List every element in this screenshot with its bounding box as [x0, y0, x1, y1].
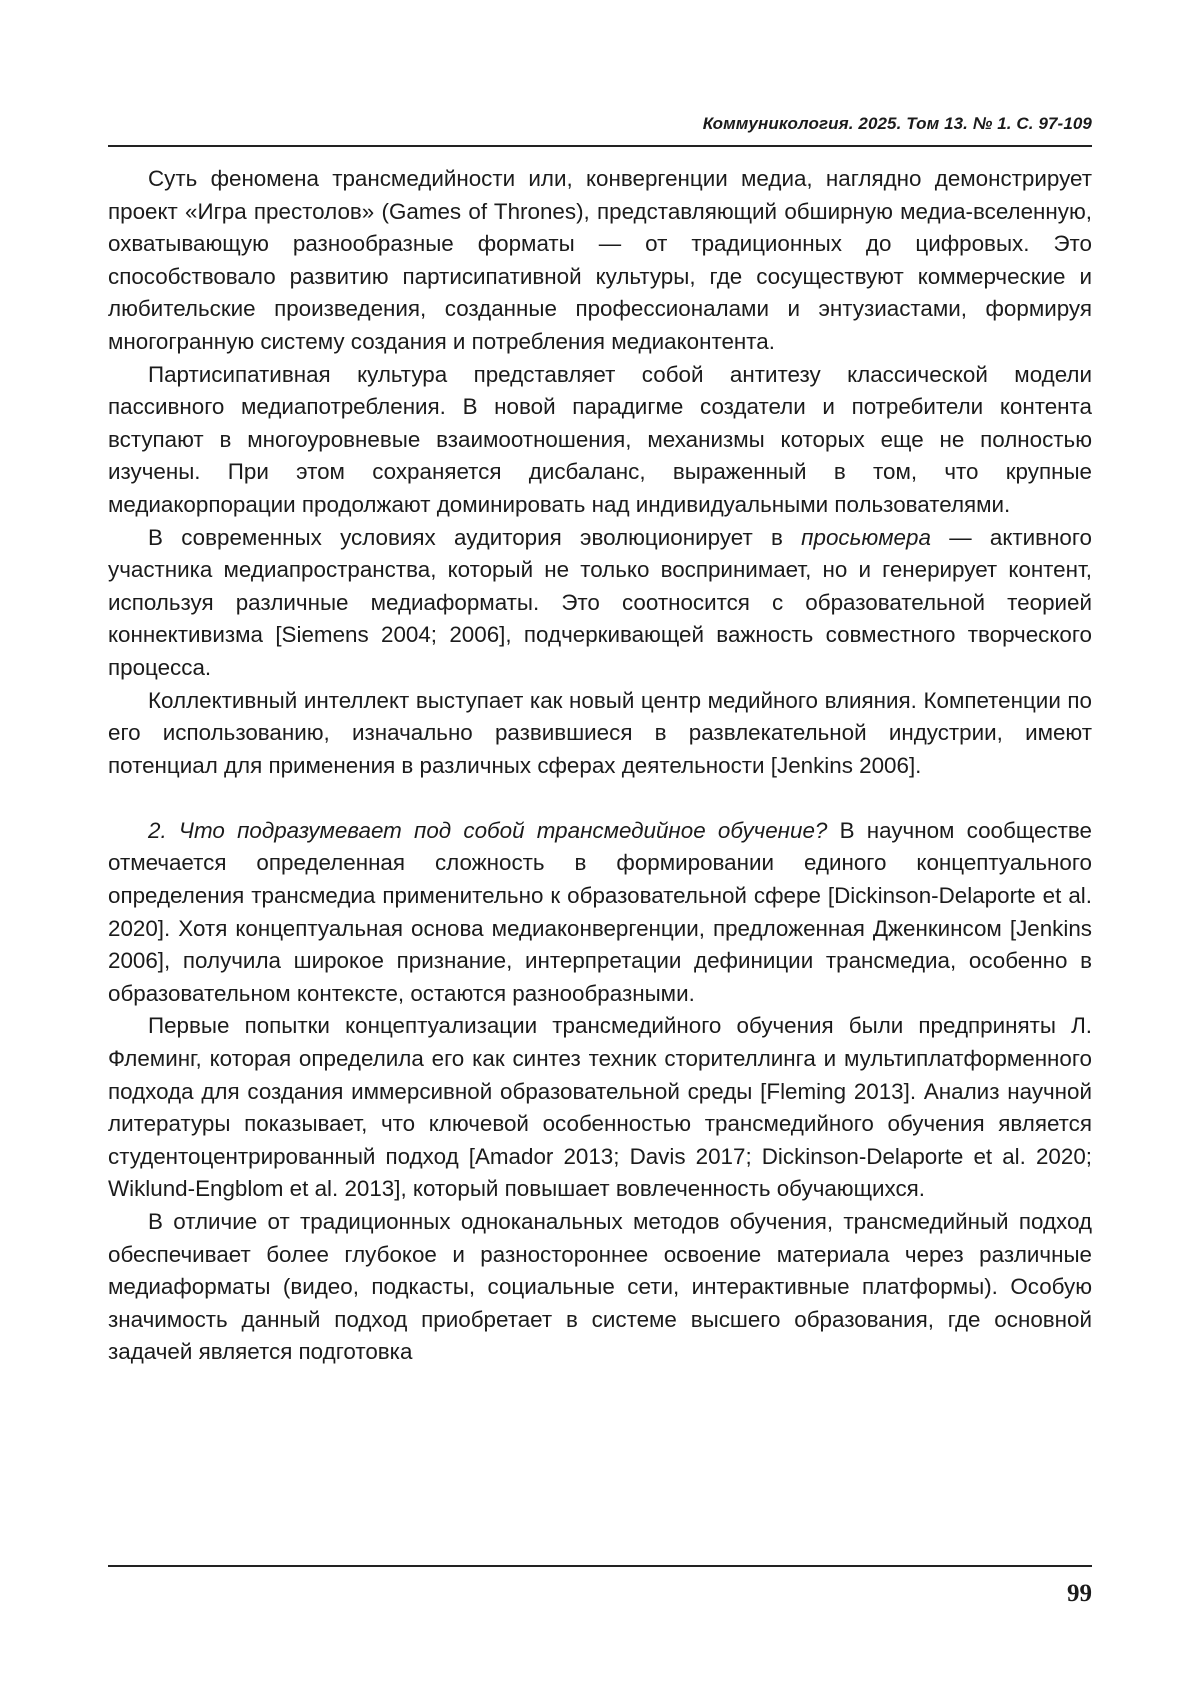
section-paragraph [108, 815, 1092, 1011]
paragraph-text: — активного участника медиапространства, который не только воспринимает, но и генерирует контент, используя различные медиаформаты. Это соотносится с образовательной теорией коннективизма [Siemens 2004; 2006], подчеркивающей важность совместного творческого процесса. [108, 524, 1092, 680]
page-number: 99 [1067, 1580, 1092, 1607]
emphasized-term: просьюмера [801, 524, 931, 550]
section-question: 2. Что подразумевает под собой трансмедийное обучение? [148, 817, 828, 843]
paragraph: В отличие от традиционных одноканальных методов обучения, трансмедийный подход обеспечивает более глубокое и разностороннее освоение материала через различные медиаформаты (видео, подкасты, социальные сети, интерактивные платформы). Особую значимость данный подход приобретает в системе высшего образования, где основной задачей является подготовка [108, 1209, 1092, 1365]
paragraph: Коллективный интеллект выступает как новый центр медийного влияния. Компетенции по его использованию, изначально развившиеся в развлекательной индустрии, имеют потенциал для применения в различных сферах деятельности [Jenkins 2006]. [108, 687, 1092, 778]
footer-divider [108, 1565, 1092, 1567]
paragraph [108, 522, 1092, 685]
paragraph: Партисипативная культура представляет собой антитезу классической модели пассивного медиапотребления. В новой парадигме создатели и потребители контента вступают в многоуровневые взаимоотношения, механизмы которых еще не полностью изучены. При этом сохраняется дисбаланс, выраженный в том, что крупные медиакорпорации продолжают доминировать над индивидуальными пользователями. [108, 361, 1092, 517]
paragraph-text: В современных условиях аудитория эволюционирует в [148, 524, 802, 550]
running-header: Коммуникология. 2025. Том 13. № 1. С. 97-109 [702, 114, 1092, 133]
paragraph: Первые попытки концептуализации трансмедийного обучения были предприняты Л. Флеминг, которая определила его как синтез техник сторителлинга и мультиплатформенного подхода для создания иммерсивной образовательной среды [Fleming 2013]. Анализ научной литературы показывает, что ключевой особенностью трансмедийного обучения является студентоцентрированный подход [Amador 2013; Davis 2017; Dickinson-Delaporte et al. 2020; Wiklund-Engblom et al. 2013], который повышает вовлеченность обучающихся. [108, 1013, 1092, 1202]
paragraph-text: В научном сообществе отмечается определенная сложность в формировании единого концептуального определения трансмедиа применительно к образовательной сфере [Dickinson-Delaporte et al. 2020]. Хотя концептуальная основа медиаконвергенции, предложенная Дженкинсом [Jenkins 2006], получила широкое признание, интерпретации дефиниции трансмедиа, особенно в образовательном контексте, остаются разнообразными. [108, 817, 1092, 1006]
article-body [108, 163, 1092, 1369]
header-divider [108, 145, 1092, 147]
paragraph: Суть феномена трансмедийности или, конвергенции медиа, наглядно демонстрирует проект «Игра престолов» (Games of Thrones), представляющий обширную медиа-вселенную, охватывающую разнообразные форматы — от традиционных до цифровых. Это способствовало развитию партисипативной культуры, где сосуществуют коммерческие и любительские произведения, созданные профессионалами и энтузиастами, формируя многогранную систему создания и потребления медиаконтента. [108, 166, 1092, 354]
